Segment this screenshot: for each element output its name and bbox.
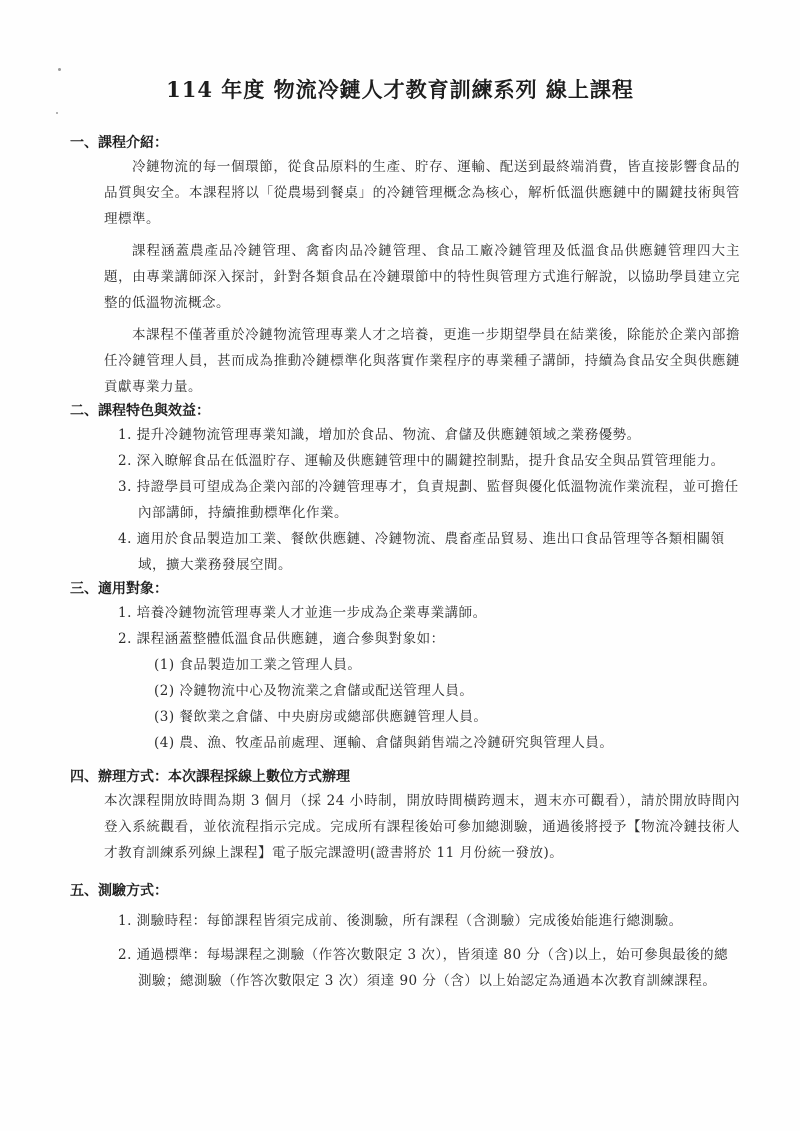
test-list <box>70 908 740 994</box>
list-item: 1. 培養冷鏈物流管理專業人才並進一步成為企業專業講師。 <box>118 605 487 621</box>
list-item: 4. 適用於食品製造加工業、餐飲供應鏈、冷鏈物流、農畜產品貿易、進出口食品管理等各類相關領域，擴大業務發展空間。 <box>118 531 725 573</box>
list-item: 2. 通過標準：每場課程之測驗（作答次數限定 3 次），皆須達 80 分（含)以上，始可參與最後的總測驗；總測驗（作答次數限定 3 次）須達 90 分（含）以上始認定為通過本次教育訓練課程。 <box>118 947 729 989</box>
audience-list <box>70 600 740 652</box>
document-title: 114 年度 物流冷鏈人才教育訓練系列 線上課程 <box>166 77 634 102</box>
list-item: 2. 課程涵蓋整體低溫食品供應鏈，適合參與對象如： <box>118 631 445 647</box>
method-paragraph: 本次課程開放時間為期 3 個月（採 24 小時制，開放時間橫跨週末，週末亦可觀看），請於開放時間內登入系統觀看，並依流程指示完成。完成所有課程後始可參加總測驗，通過後將授予【物流冷鏈技術人才教育訓練系列線上課程】電子版完課證明(證書將於 11 月份統一發放)。 <box>104 793 740 861</box>
audience-sublist <box>70 652 740 756</box>
list-item: (1) 食品製造加工業之管理人員。 <box>154 657 362 673</box>
features-list <box>70 422 740 578</box>
intro-paragraph: 冷鏈物流的每一個環節，從食品原料的生產、貯存、運輸、配送到最終端消費，皆直接影響食品的品質與安全。本課程將以「從農場到餐桌」的冷鏈管理概念為核心，解析低溫供應鏈中的關鍵技術與管理標準。 <box>104 159 740 227</box>
section-method-heading: 四、辦理方式：本次課程採線上數位方式辦理 <box>70 769 350 785</box>
list-item: 1. 測驗時程：每節課程皆須完成前、後測驗，所有課程（含測驗）完成後始能進行總測驗。 <box>118 913 683 929</box>
scan-speck <box>56 112 58 114</box>
section-intro-heading: 一、課程介紹： <box>70 135 168 151</box>
list-item: 2. 深入瞭解食品在低溫貯存、運輸及供應鏈管理中的關鍵控制點，提升食品安全與品質管理能力。 <box>118 453 725 469</box>
list-item: (3) 餐飲業之倉儲、中央廚房或總部供應鏈管理人員。 <box>154 709 488 725</box>
list-item: (4) 農、漁、牧產品前處理、運輸、倉儲與銷售端之冷鏈研究與管理人員。 <box>154 735 614 751</box>
intro-paragraph: 課程涵蓋農產品冷鏈管理、禽畜肉品冷鏈管理、食品工廠冷鏈管理及低溫食品供應鏈管理四大主題，由專業講師深入探討，針對各類食品在冷鏈環節中的特性與管理方式進行解說，以協助學員建立完整的低溫物流概念。 <box>104 243 740 311</box>
list-item: 1. 提升冷鏈物流管理專業知識，增加於食品、物流、倉儲及供應鏈領域之業務優勢。 <box>118 427 641 443</box>
section-audience-heading: 三、適用對象： <box>70 581 168 597</box>
list-item: (2) 冷鏈物流中心及物流業之倉儲或配送管理人員。 <box>154 683 474 699</box>
scan-speck <box>58 68 61 71</box>
section-test-heading: 五、測驗方式： <box>70 883 168 899</box>
list-item: 3. 持證學員可望成為企業內部的冷鏈管理專才，負責規劃、監督與優化低溫物流作業流程，並可擔任內部講師，持續推動標準化作業。 <box>118 479 739 521</box>
intro-paragraph: 本課程不僅著重於冷鏈物流管理專業人才之培養，更進一步期望學員在結業後，除能於企業內部擔任冷鏈管理人員，甚而成為推動冷鏈標準化與落實作業程序的專業種子講師，持續為食品安全與供應鏈貢獻專業力量。 <box>104 327 740 395</box>
document-body <box>70 132 740 994</box>
section-features-heading: 二、課程特色與效益： <box>70 403 210 419</box>
